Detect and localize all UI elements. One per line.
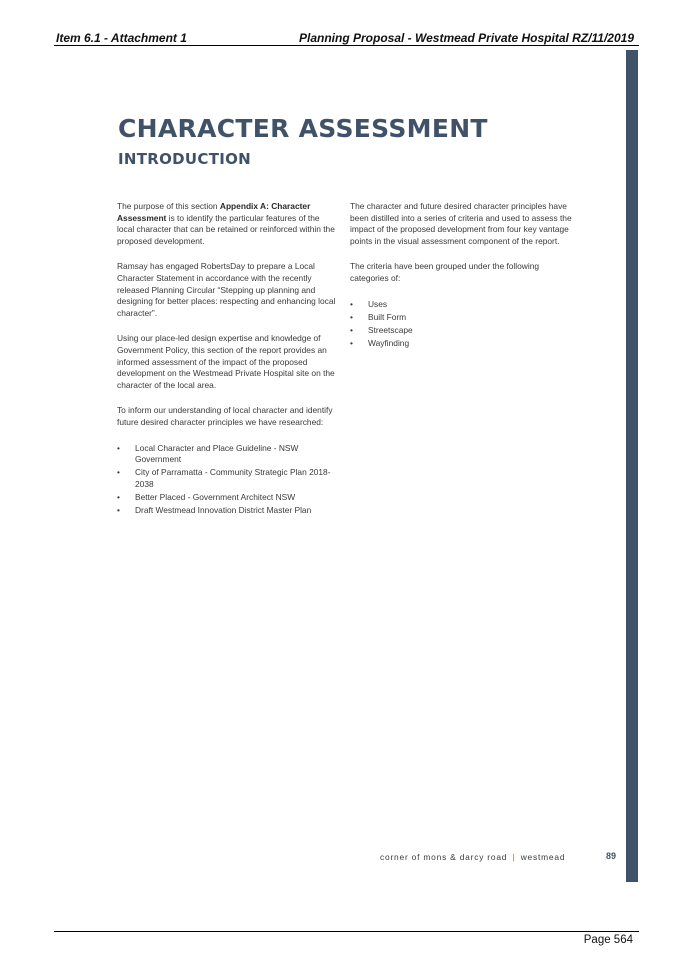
header-document-title: Planning Proposal - Westmead Private Hospital RZ/11/2019 (299, 31, 634, 45)
right-column (350, 201, 572, 364)
header-rule (54, 45, 639, 46)
expertise-paragraph: Using our place-led design expertise and knowledge of Government Policy, this section of the report provides an informed assessment of the impact of the proposed development on the Westmead Private Hospital site on the character of the local area. (117, 333, 335, 390)
categories-list (350, 299, 572, 350)
list-item: • Uses (350, 299, 572, 311)
list-item: • Built Form (350, 312, 572, 324)
list-item: • Better Placed - Government Architect NSW (117, 492, 339, 504)
footer-rule (54, 931, 639, 932)
intro-paragraph: The purpose of this section Appendix A: Character Assessment is to identify the particular features of the local character that can be retained or reinforced within the proposed development. (117, 201, 335, 246)
research-intro-paragraph: To inform our understanding of local character and identify future desired character principles we have researched: (117, 405, 333, 427)
side-accent-bar (626, 50, 638, 882)
categories-intro-paragraph: The criteria have been grouped under the following categories of: (350, 261, 540, 283)
appendix-reference: Appendix A: Character Assessment (117, 201, 311, 223)
left-column (117, 201, 339, 531)
list-item: • Draft Westmead Innovation District Master Plan (117, 505, 339, 517)
page-number: Page 564 (583, 934, 633, 946)
research-list (117, 443, 339, 517)
engagement-paragraph: Ramsay has engaged RobertsDay to prepare a Local Character Statement in accordance with the recently released Planning Circular “Stepping up planning and designing for better places: respecting and enhancing local character”. (117, 261, 336, 318)
document-page-number: 89 (606, 851, 617, 861)
footer-location: corner of mons & darcy road | westmead (380, 852, 566, 862)
list-item: • City of Parramatta - Community Strategic Plan 2018-2038 (117, 467, 339, 490)
list-item: • Streetscape (350, 325, 572, 337)
header-attachment-label: Item 6.1 - Attachment 1 (56, 31, 187, 45)
page-subtitle: INTRODUCTION (118, 150, 252, 168)
list-item: • Local Character and Place Guideline - NSW Government (117, 443, 339, 466)
footer-separator: | (512, 852, 516, 862)
page-title: CHARACTER ASSESSMENT (118, 114, 488, 143)
list-item: • Wayfinding (350, 338, 572, 350)
criteria-paragraph: The character and future desired character principles have been distilled into a series of criteria and used to assess the impact of the proposed development from four key vantage points in the visual assessment component of the report. (350, 201, 572, 246)
